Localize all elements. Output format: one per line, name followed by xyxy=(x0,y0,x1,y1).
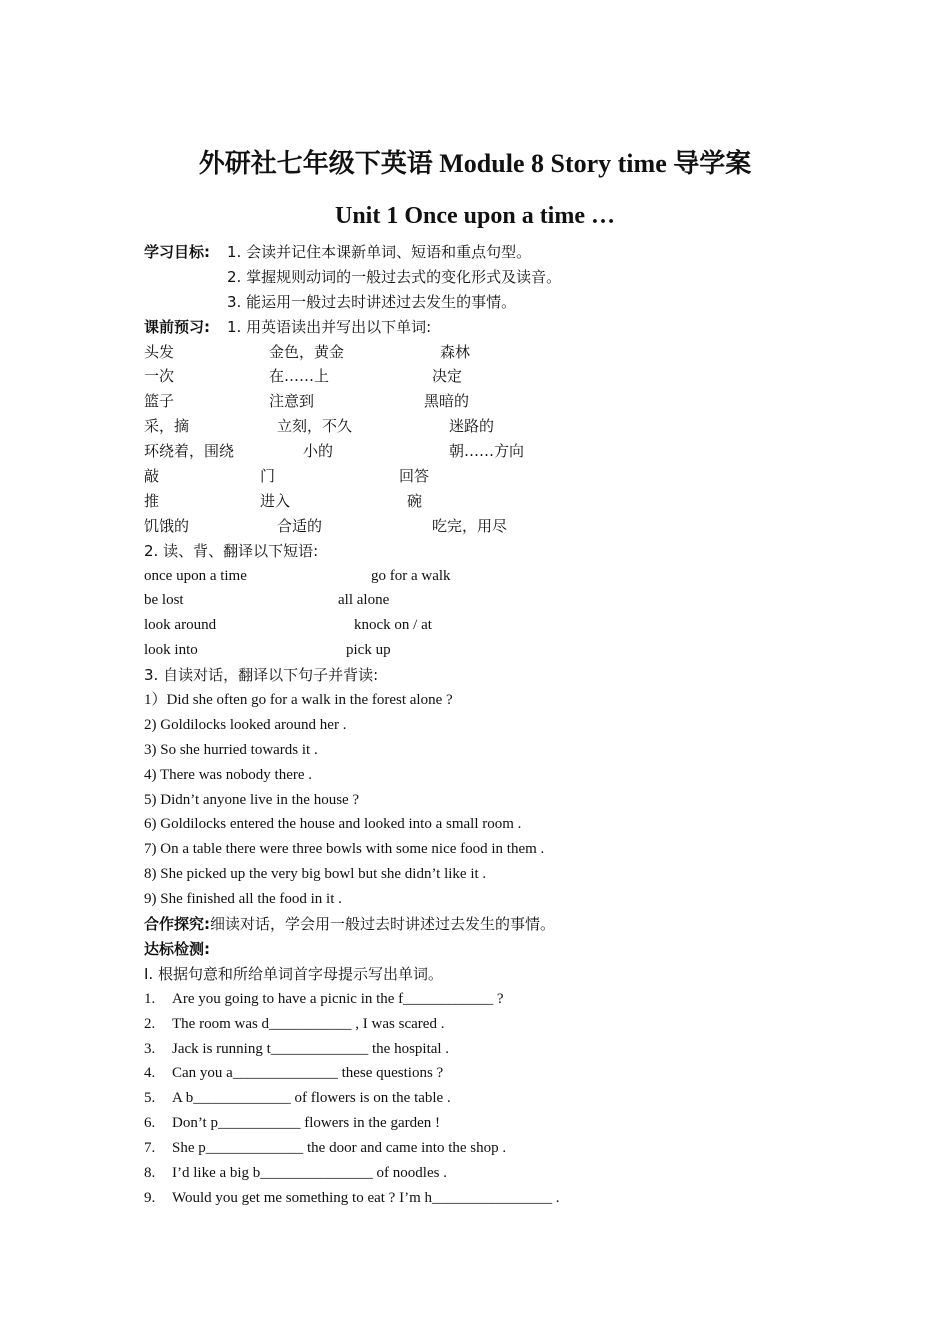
item-number: 2. xyxy=(144,1015,156,1032)
sentence-item: 3) So she hurried towards it . xyxy=(144,741,318,758)
objective-item: 1. 会读并记住本课新单词、短语和重点句型。 xyxy=(227,243,532,261)
vocab-word: 门 xyxy=(260,467,276,486)
vocab-word: 朝……方向 xyxy=(449,442,525,461)
phrase: knock on / at xyxy=(354,617,432,634)
sentence-item: 8) She picked up the very big bowl but she didn’t like it . xyxy=(144,866,487,883)
item-number: 1. xyxy=(144,990,156,1007)
objective-line-1 xyxy=(144,240,864,265)
vocab-row xyxy=(144,389,864,414)
item-text: She p_____________ the door and came into the shop . xyxy=(172,1140,507,1157)
vocab-word: 饥饿的 xyxy=(144,516,190,535)
vocab-word: 金色，黄金 xyxy=(269,342,345,361)
vocab-word: 头发 xyxy=(144,342,175,361)
sentence-item: 4) There was nobody there . xyxy=(144,766,313,783)
test-item xyxy=(144,1012,864,1037)
phrase-row xyxy=(144,588,864,613)
item-number: 8. xyxy=(144,1164,156,1181)
test-item xyxy=(144,1037,864,1062)
vocab-word: 碗 xyxy=(407,491,423,510)
vocab-word: 吃完，用尽 xyxy=(432,516,508,535)
objective-item: 3. 能运用一般过去时讲述过去发生的事情。 xyxy=(227,292,517,311)
vocab-row xyxy=(144,514,864,539)
item-text: Don’t p___________ flowers in the garden ! xyxy=(172,1115,441,1132)
vocab-word: 黑暗的 xyxy=(424,392,470,411)
phrase: be lost xyxy=(144,592,184,609)
item-text: Are you going to have a picnic in the f____________ ? xyxy=(172,990,504,1007)
sentence-item: 9) She finished all the food in it . xyxy=(144,891,342,908)
objective-item: 2. 掌握规则动词的一般过去式的变化形式及读音。 xyxy=(227,267,562,286)
vocab-word: 合适的 xyxy=(277,516,323,535)
test-label: 达标检测: xyxy=(144,939,210,958)
item-text: Jack is running t_____________ the hospital . xyxy=(172,1040,450,1057)
vocab-word: 一次 xyxy=(144,367,175,386)
item-text: A b_____________ of flowers is on the table . xyxy=(172,1090,451,1107)
vocab-word: 敲 xyxy=(144,467,160,486)
vocab-word: 环绕着，围绕 xyxy=(144,442,235,461)
unit-subtitle: Unit 1 Once upon a time … xyxy=(334,203,615,229)
item-number: 9. xyxy=(144,1189,156,1206)
vocab-row xyxy=(144,414,864,439)
vocab-word: 森林 xyxy=(440,342,471,361)
worksheet-body xyxy=(144,240,864,1211)
preview-task-3: 3. 自读对话，翻译以下句子并背读: xyxy=(144,666,379,685)
phrase-row xyxy=(144,613,864,638)
test-instruction: I. 根据句意和所给单词首字母提示写出单词。 xyxy=(144,964,443,983)
phrase-row xyxy=(144,564,864,589)
vocab-row xyxy=(144,464,864,489)
vocab-word: 采，摘 xyxy=(144,417,190,436)
sentence-item: 1）Did she often go for a walk in the forest alone ? xyxy=(144,692,453,709)
item-number: 7. xyxy=(144,1140,156,1157)
preview-line xyxy=(144,315,864,340)
test-item xyxy=(144,1086,864,1111)
sentence-item: 6) Goldilocks entered the house and looked into a small room . xyxy=(144,816,522,833)
phrase: all alone xyxy=(338,592,390,609)
preview-task-1: 1. 用英语读出并写出以下单词: xyxy=(227,317,432,336)
preview-task-2: 2. 读、背、翻译以下短语: xyxy=(144,541,319,560)
item-number: 5. xyxy=(144,1090,156,1107)
phrase: pick up xyxy=(346,642,391,659)
item-text: Can you a______________ these questions ? xyxy=(172,1065,444,1082)
cooperate-text: 细读对话，学会用一般过去时讲述过去发生的事情。 xyxy=(210,915,556,934)
item-number: 6. xyxy=(144,1115,156,1132)
vocab-row xyxy=(144,340,864,365)
sentence-item: 5) Didn’t anyone live in the house ? xyxy=(144,791,360,808)
test-item xyxy=(144,987,864,1012)
item-text: I’d like a big b_______________ of noodles . xyxy=(172,1164,447,1181)
cooperate-line xyxy=(144,912,864,937)
vocab-row xyxy=(144,364,864,389)
vocab-word: 迷路的 xyxy=(449,417,495,436)
phrase: go for a walk xyxy=(371,567,451,584)
vocab-row xyxy=(144,489,864,514)
vocab-word: 回答 xyxy=(399,467,430,486)
test-item xyxy=(144,1186,864,1211)
objectives-label: 学习目标: xyxy=(144,243,210,261)
vocab-word: 进入 xyxy=(260,491,291,510)
vocab-row xyxy=(144,439,864,464)
sentence-item: 7) On a table there were three bowls with some nice food in them . xyxy=(144,841,545,858)
item-number: 4. xyxy=(144,1065,156,1082)
phrase: look into xyxy=(144,642,198,659)
vocab-word: 决定 xyxy=(432,367,463,386)
vocab-word: 立刻，不久 xyxy=(277,417,353,436)
vocab-word: 推 xyxy=(144,491,160,510)
test-item xyxy=(144,1111,864,1136)
vocab-word: 小的 xyxy=(303,442,334,461)
page-title: 外研社七年级下英语 Module 8 Story time 导学案 xyxy=(198,149,752,178)
vocab-word: 注意到 xyxy=(269,392,315,411)
phrase-row xyxy=(144,638,864,663)
sentence-item: 2) Goldilocks looked around her . xyxy=(144,716,347,733)
test-item xyxy=(144,1136,864,1161)
vocab-word: 在……上 xyxy=(269,367,330,386)
vocab-word: 篮子 xyxy=(144,392,175,411)
phrase: look around xyxy=(144,617,217,634)
item-text: The room was d___________ , I was scared . xyxy=(172,1015,445,1032)
test-item xyxy=(144,1161,864,1186)
preview-label: 课前预习: xyxy=(144,317,210,336)
phrase: once upon a time xyxy=(144,567,247,584)
cooperate-label: 合作探究: xyxy=(144,915,210,934)
test-item xyxy=(144,1061,864,1086)
item-number: 3. xyxy=(144,1040,156,1057)
item-text: Would you get me something to eat ? I’m h________________ . xyxy=(172,1189,560,1206)
